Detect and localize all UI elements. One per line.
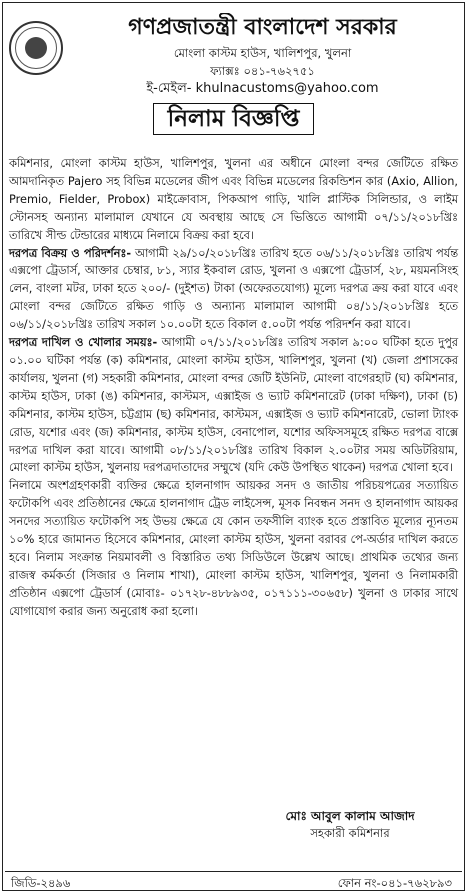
notice-frame [2,2,465,891]
government-seal-icon [9,21,63,75]
submit-text: আগামী ০৭/১১/২০১৮খ্রিঃ তারিখ সকাল ৯:০০ ঘটিকা হতে দুপুর ০১.০০ ঘটিকা পর্যন্ত (ক) কমিশনার, মোংলা কাস্টম হাউস, খালিশপুর, খুলনা (খ) জেলা প্রশাসকের কার্যালয়, খুলনা (গ) সহকারী কমিশনার, মোংলা বন্দর জেটি ইউনিট, মোংলা বাগেরহাট (ঘ) কমিশনার, কাস্টম হাউস, ঢাকা (ঙ) কমিশনার, কাস্টমস, এক্সাইজ ও ভ্যাট কমিশনারেট (ঢাকা দক্ষিণ), ঢাকা (চ) কমিশনার, কাস্টম হাউস, চট্টগ্রাম (ছ) কমিশনার, কাস্টমস, এক্সাইজ ও ভ্যাট কমিশনারেট, ভোলা ট্যাংক রোড, যশোর এবং (জ) কমিশনার, কাস্টম হাউস, বেনাপোল, যশোর অফিসসমূহে রক্ষিত দরপত্র বাক্সে দরপত্র দাখিল করা যাবে। আগামী ০৮/১১/২০১৮খ্রিঃ তারিখ বিকাল ২.০০টার সময় অডিটরিয়াম, মোংলা কাস্টম হাউস, খুলনায় দরপত্রদাতাদের সম্মুখে (যদি কেউ উপস্থিত থাকেন) দরপত্র খোলা হবে। [9,336,458,475]
header [3,3,464,133]
signatory-name: মোঃ আবুল কালাম আজাদ [285,809,415,823]
submit-paragraph [7,334,460,477]
sale-heading: দরপত্র বিক্রয় ও পরিদর্শনঃ- [9,246,132,260]
notice-body [7,155,460,621]
conditions-paragraph: নিলামে অংশগ্রহণকারী ব্যক্তির ক্ষেত্রে হালনাগাদ আয়কর সনদ ও জাতীয় পরিচয়পত্রের সত্যায়িত ফটোকপি এবং প্রতিষ্ঠানের ক্ষেত্রে হালনাগাদ ট্রেড লাইসেন্স, মূসক নিবন্ধন সনদ ও হালনাগাদ আয়কর সনদের সত্যায়িত ফটোকপি সহ উভয় ক্ষেত্রে যে কোন তফসীলি ব্যাংক হতে প্রস্তাবিত মূল্যের ন্যূনতম ১০% হারে জামানত হিসেবে কমিশনার, মোংলা কাস্টম হাউস, খুলনা বরাবর পে-অর্ডার দাখিল করতে হবে। নিলাম সংক্রান্ত নিয়মাবলী ও বিস্তারিত তথ্য সিডিউলে উল্লেখ আছে। প্রাথমিক তথ্যের জন্য রাজস্ব কর্মকর্তা (সিজার ও নিলাম শাখা), মোংলা কাস্টম হাউস, খালিশপুর, খুলনা ও নিলামকারী প্রতিষ্ঠান এক্সপো ট্রেডার্স (মোবাঃ- ০১৭২৮-৪৮৮৯৩৫, ০১৭১১১-৩০৬৫৮) খুলনা ও ঢাকার সাথে যোগাযোগ করার জন্য অনুরোধ করা হলো। [9,479,458,618]
footer [5,871,462,894]
phone-number: ফোন নং-০৪১-৭৬২৮৯৩ [337,876,452,890]
notice-title-box [3,103,464,135]
sale-paragraph [7,245,460,335]
gd-code: জিডি-২৪৯৬ [11,876,71,890]
intro-paragraph: কমিশনার, মোংলা কাস্টম হাউস, খালিশপুর, খুলনা এর অধীনে মোংলা বন্দর জেটিতে রক্ষিত আমদানিকৃত Pajero সহ বিভিন্ন মডেলের জীপ এবং বিভিন্ন মডেলের রিকন্ডিশন কার (Axio, Allion, Premio, Fielder, Probox) মাইক্রোবাস, পিকআপ গাড়ি, খালি প্লাস্টিক সিলিন্ডার, ও লাইম স্টোনসহ অন্যান্য মালামাল যেখানে যে অবস্থায় আছে সে ভিত্তিতে আগামী ০৭/১১/২০১৮খ্রিঃ তারিখে সীল্ড টেন্ডারের মাধ্যমে নিলামে বিক্রয় করা হবে। [9,157,458,242]
sale-text: আগামী ২৯/১০/২০১৮খ্রিঃ তারিখ হতে ০৬/১১/২০১৮খ্রিঃ তারিখ পর্যন্ত এক্সপো ট্রেডার্স, আক্তার চেম্বার, ৮১, স্যার ইকবাল রোড, খুলনা ও এক্সপো ট্রেডার্স, ২৮, ময়মনসিংহ লেন, বাংলা মটর, ঢাকা হতে ২০০/- (দুইশত) টাকা (অফেরতযোগ্য) মূল্যে দরপত্র ক্রয় করা যাবে এবং মোংলা বন্দর জেটিতে রক্ষিত গাড়ি ও অন্যান্য মালামাল আগামী ০৪/১১/২০১৮খ্রিঃ হতে ০৬/১১/২০১৮খ্রিঃ তারিখ সকাল ১০.০০টা হতে বিকাল ৫.০০টা পর্যন্ত পরিদর্শন করা যাবে। [9,246,459,332]
email-address: ই-মেইল- khulnacustoms@yahoo.com [146,81,379,96]
signature-block [250,808,450,842]
signatory-role: সহকারী কমিশনার [310,826,390,840]
fax-number: ফ্যাক্সঃ ০৪১-৭৬২৭৫১ [210,64,315,78]
submit-heading: দরপত্র দাখিল ও খোলার সময়ঃ- [9,336,158,350]
office-address: মোংলা কাস্টম হাউস, খালিশপুর, খুলনা [173,46,352,60]
notice-title: নিলাম বিজ্ঞপ্তি [153,103,315,135]
government-name: গণপ্রজাতন্ত্রী বাংলাদেশ সরকার [128,14,397,40]
